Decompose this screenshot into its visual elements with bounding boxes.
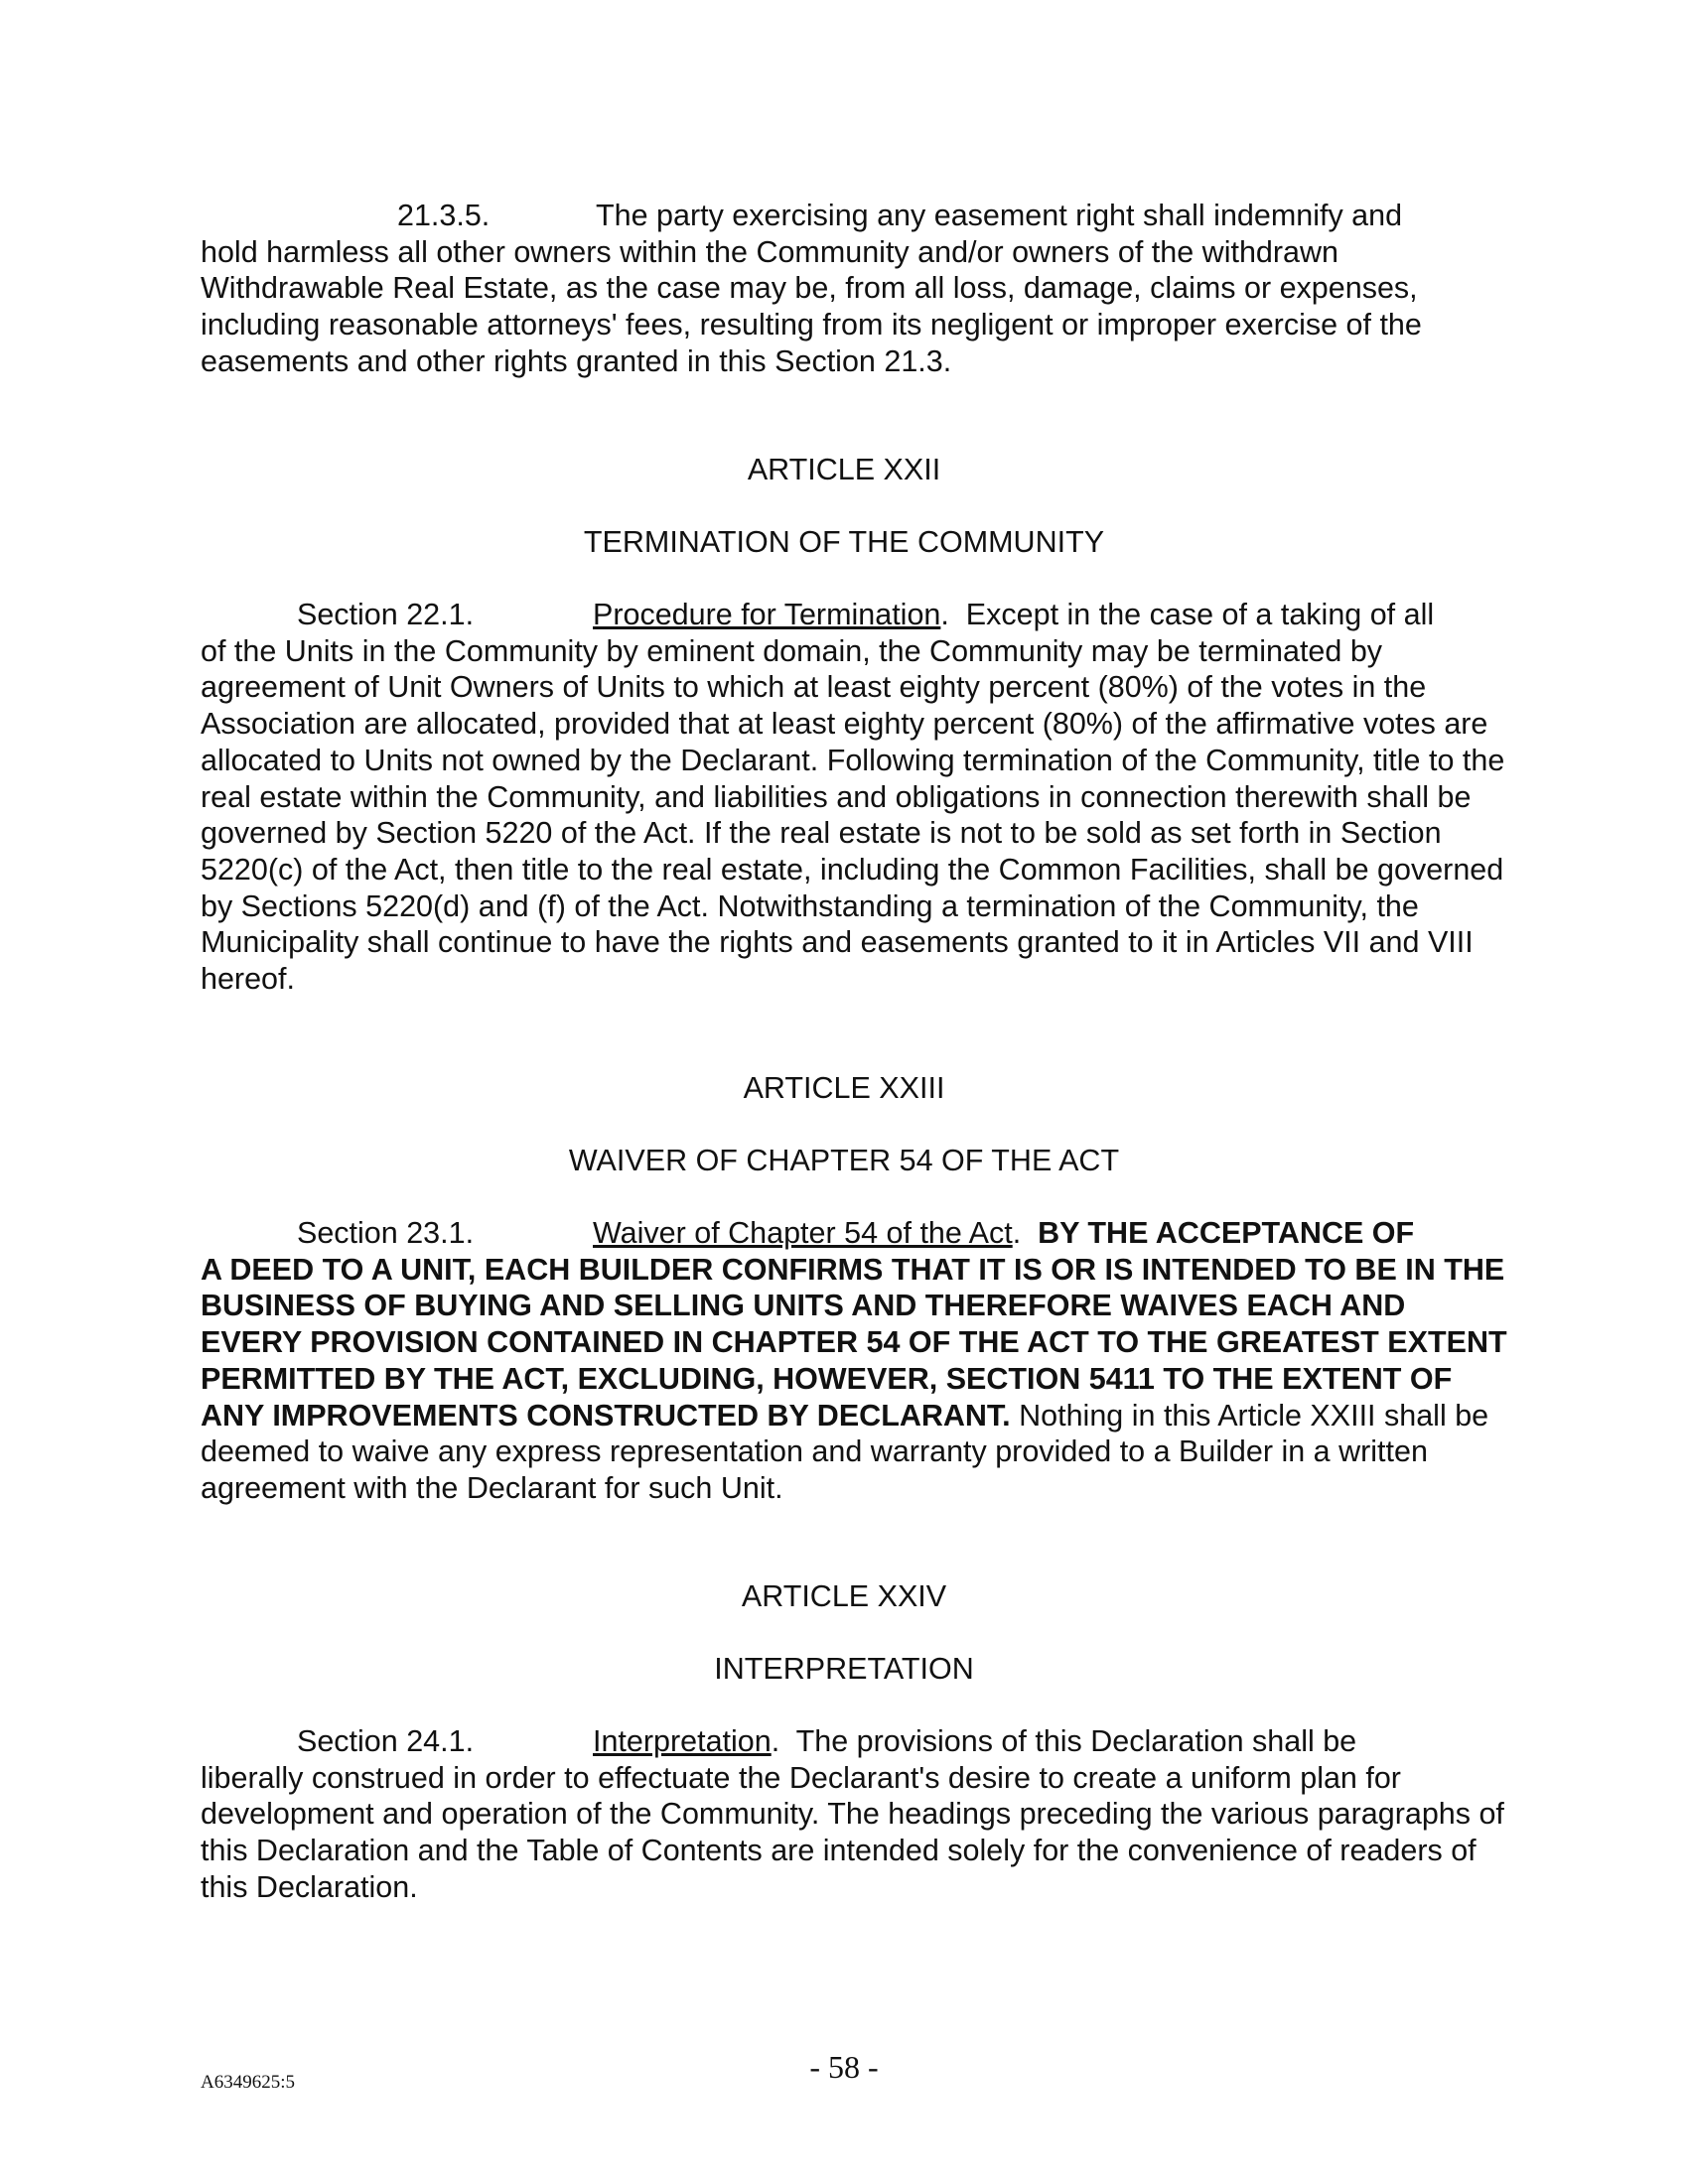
section-number: Section 23.1. <box>297 1216 475 1250</box>
article-heading-xxii: ARTICLE XXII <box>747 453 941 486</box>
caption-period: . <box>1012 1216 1022 1250</box>
paragraph-body: liberally construed in order to effectuate the Declarant's desire to create a uniform plan for development and operation of the Community. The headings preceding the various paragraphs of this Declaration and the Table of Contents are intended solely for the convenience of readers of this Declaration. <box>201 1760 1504 1904</box>
paragraph-first-line-text: The provisions of this Declaration shall be <box>779 1724 1357 1758</box>
paragraph-first-line <box>201 198 1511 234</box>
paragraph-body: hold harmless all other owners within the Community and/or owners of the withdrawn Withdrawable Real Estate, as the case may be, from all loss, damage, claims or expenses, including reasonable attorneys' fees, resulting from its negligent or improper exercise of the easements and other rights granted in this Section 21.3. <box>201 234 1422 378</box>
paragraph-body: of the Units in the Community by eminent domain, the Community may be terminated by agreement of Unit Owners of Units to which at least eighty percent (80%) of the votes in the Association are allocated, provided that at least eighty percent (80%) of the affirmative votes are allocated to Units not owned by the Declarant. Following termination of the Community, title to the real estate within the Community, and liabilities and obligations in connection therewith shall be governed by Section 5220 of the Act. If the real estate is not to be sold as set forth in Section 5220(c) of the Act, then title to the real estate, including the Common Facilities, shall be governed by Sections 5220(d) and (f) of the Act. Notwithstanding a termination of the Community, the Municipality shall continue to have the rights and easements granted to it in Articles VII and VIII hereof. <box>201 633 1505 997</box>
section-number: Section 22.1. <box>297 598 475 631</box>
paragraph-first-line <box>201 1723 1511 1760</box>
document-id: A6349625:5 <box>201 2072 295 2093</box>
section-24-1-paragraph <box>201 1723 1511 1906</box>
section-21-3-5-paragraph <box>201 198 1511 380</box>
paragraph-first-line-text: Except in the case of a taking of all <box>948 598 1435 631</box>
waiver-bold-text: A DEED TO A UNIT, EACH BUILDER CONFIRMS THAT IT IS OR IS INTENDED TO BE IN THE BUSINESS OF BUYING AND SELLING UNITS AND THEREFORE WAIVES EACH AND EVERY PROVISION CONTAINED IN CHAPTER 54 OF THE ACT TO THE GREATEST EXTENT PERMITTED BY THE ACT, EXCLUDING, HOWEVER, SECTION 5411 TO THE EXTENT OF ANY IMPROVEMENTS CONSTRUCTED BY DECLARANT. <box>201 1252 1507 1433</box>
section-caption: Interpretation <box>593 1724 772 1758</box>
section-number: Section 24.1. <box>297 1724 475 1758</box>
paragraph-first-line-text: The party exercising any easement right shall indemnify and <box>596 199 1403 232</box>
section-caption: Waiver of Chapter 54 of the Act <box>593 1216 1013 1250</box>
paragraph-body: Nothing in this Article XXIII shall be deemed to waive any express representation and warranty provided to a Builder in a written agreement with the Declarant for such Unit. <box>201 1398 1489 1505</box>
paragraph-first-line <box>201 1215 1511 1252</box>
article-title-interpretation: INTERPRETATION <box>714 1652 974 1686</box>
article-title-termination: TERMINATION OF THE COMMUNITY <box>583 525 1105 559</box>
paragraph-first-line <box>201 597 1511 633</box>
article-heading-xxiii: ARTICLE XXIII <box>743 1071 945 1105</box>
caption-period: . <box>940 598 949 631</box>
section-22-1-paragraph <box>201 597 1511 998</box>
page-number: - 58 - <box>809 2049 879 2085</box>
caption-period: . <box>771 1724 780 1758</box>
waiver-bold-first-line: BY THE ACCEPTANCE OF <box>1021 1216 1415 1250</box>
article-title-waiver: WAIVER OF CHAPTER 54 OF THE ACT <box>568 1144 1120 1177</box>
section-number: 21.3.5. <box>397 199 491 232</box>
section-23-1-paragraph <box>201 1215 1511 1507</box>
section-caption: Procedure for Termination <box>593 598 941 631</box>
article-heading-xxiv: ARTICLE XXIV <box>741 1579 947 1613</box>
